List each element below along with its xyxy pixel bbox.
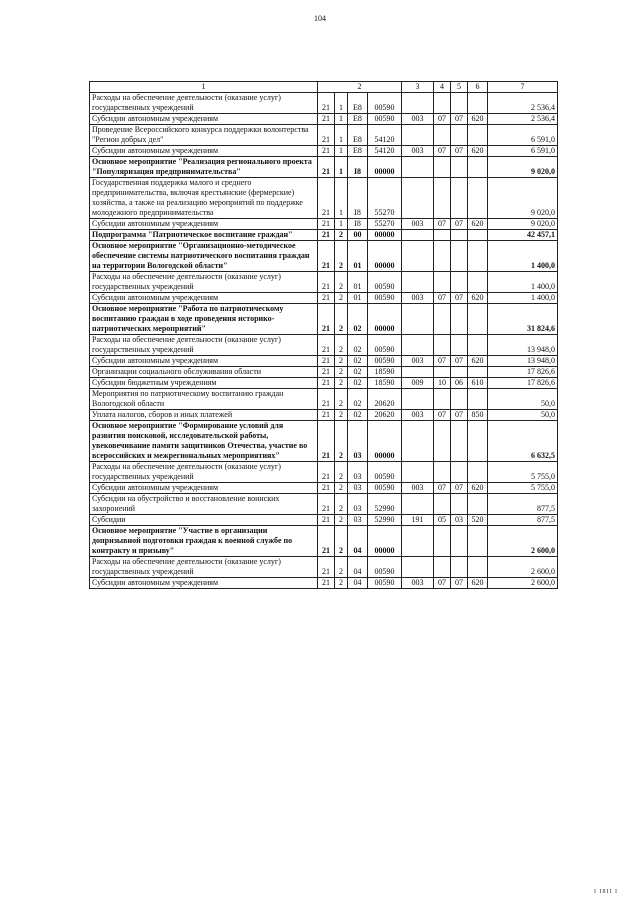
- code-direction: 55270: [368, 219, 402, 230]
- code-direction: 00590: [368, 272, 402, 293]
- code-subsection: 03: [451, 515, 468, 526]
- row-amount: 1 400,0: [488, 241, 558, 272]
- code-subprogram: 2: [335, 578, 348, 589]
- code-direction: 52990: [368, 515, 402, 526]
- code-program: 21: [318, 389, 335, 410]
- row-amount: 31 824,6: [488, 304, 558, 335]
- code-section: [434, 494, 451, 515]
- code-section: [434, 462, 451, 483]
- row-description: Субсидии автономным учреждениям: [90, 578, 318, 589]
- code-section: [434, 241, 451, 272]
- code-subprogram: 1: [335, 219, 348, 230]
- code-section: [434, 367, 451, 378]
- code-event: E8: [348, 125, 368, 146]
- code-section: [434, 230, 451, 241]
- table-row: [90, 462, 558, 483]
- code-subsection: 07: [451, 146, 468, 157]
- table-row: [90, 367, 558, 378]
- code-expense-type: [468, 421, 488, 462]
- code-subprogram: 2: [335, 378, 348, 389]
- code-ministry: 009: [402, 378, 434, 389]
- code-ministry: 003: [402, 483, 434, 494]
- row-description: Проведение Всероссийского конкурса поддержки волонтерства "Регион добрых дел": [90, 125, 318, 146]
- header-cell: 6: [468, 82, 488, 93]
- code-section: [434, 526, 451, 557]
- code-subsection: [451, 389, 468, 410]
- row-amount: 42 457,1: [488, 230, 558, 241]
- code-program: 21: [318, 356, 335, 367]
- code-subprogram: 2: [335, 483, 348, 494]
- code-subsection: [451, 93, 468, 114]
- code-expense-type: 520: [468, 515, 488, 526]
- table-row: [90, 272, 558, 293]
- code-direction: 00590: [368, 356, 402, 367]
- code-program: 21: [318, 230, 335, 241]
- code-program: 21: [318, 483, 335, 494]
- row-description: Государственная поддержка малого и среднего предпринимательства, включая крестьянские (фермерские) хозяйства, а также на реализацию мероприятий по поддержке молодежного предпринимательства: [90, 178, 318, 219]
- code-direction: 00590: [368, 114, 402, 125]
- code-program: 21: [318, 93, 335, 114]
- code-program: 21: [318, 335, 335, 356]
- code-subprogram: 2: [335, 241, 348, 272]
- table-row: [90, 421, 558, 462]
- code-section: 07: [434, 578, 451, 589]
- code-event: 02: [348, 389, 368, 410]
- row-description: Расходы на обеспечение деятельности (оказание услуг) государственных учреждений: [90, 557, 318, 578]
- row-description: Субсидии на обустройство и восстановление воинских захоронений: [90, 494, 318, 515]
- code-subsection: [451, 462, 468, 483]
- header-cell: 4: [434, 82, 451, 93]
- code-section: [434, 272, 451, 293]
- table-row: [90, 389, 558, 410]
- row-description: Субсидии автономным учреждениям: [90, 483, 318, 494]
- table-row: [90, 146, 558, 157]
- row-description: Основное мероприятие "Организационно-методическое обеспечение системы патриотического воспитания граждан на территории Вологодской области": [90, 241, 318, 272]
- code-subprogram: 1: [335, 125, 348, 146]
- table-row: [90, 356, 558, 367]
- code-subprogram: 2: [335, 557, 348, 578]
- code-event: E8: [348, 114, 368, 125]
- code-subsection: 07: [451, 356, 468, 367]
- code-direction: 54120: [368, 146, 402, 157]
- code-direction: 00590: [368, 557, 402, 578]
- row-description: Организации социального обслуживания области: [90, 367, 318, 378]
- header-cell: 5: [451, 82, 468, 93]
- code-subprogram: 2: [335, 367, 348, 378]
- code-ministry: [402, 335, 434, 356]
- table-row: [90, 293, 558, 304]
- code-event: 00: [348, 230, 368, 241]
- code-expense-type: [468, 389, 488, 410]
- code-section: 07: [434, 219, 451, 230]
- table-row: [90, 93, 558, 114]
- code-subprogram: 1: [335, 157, 348, 178]
- code-ministry: 191: [402, 515, 434, 526]
- row-amount: 50,0: [488, 410, 558, 421]
- code-subsection: 07: [451, 578, 468, 589]
- code-direction: 00590: [368, 483, 402, 494]
- code-program: 21: [318, 157, 335, 178]
- code-section: 07: [434, 114, 451, 125]
- code-section: [434, 557, 451, 578]
- code-subprogram: 2: [335, 515, 348, 526]
- row-amount: 6 591,0: [488, 146, 558, 157]
- code-section: 10: [434, 378, 451, 389]
- code-subsection: 06: [451, 378, 468, 389]
- code-program: 21: [318, 272, 335, 293]
- row-description: Расходы на обеспечение деятельности (оказание услуг) государственных учреждений: [90, 272, 318, 293]
- code-event: 03: [348, 515, 368, 526]
- code-ministry: 003: [402, 410, 434, 421]
- row-amount: 2 600,0: [488, 557, 558, 578]
- code-ministry: [402, 389, 434, 410]
- row-amount: 2 536,4: [488, 93, 558, 114]
- code-expense-type: [468, 304, 488, 335]
- code-event: 04: [348, 578, 368, 589]
- code-ministry: [402, 230, 434, 241]
- code-event: 02: [348, 335, 368, 356]
- code-program: 21: [318, 293, 335, 304]
- code-ministry: [402, 178, 434, 219]
- code-program: 21: [318, 557, 335, 578]
- table-row: [90, 483, 558, 494]
- code-expense-type: 620: [468, 146, 488, 157]
- code-direction: 00000: [368, 241, 402, 272]
- code-subsection: 07: [451, 410, 468, 421]
- table-row: [90, 526, 558, 557]
- row-amount: 5 755,0: [488, 483, 558, 494]
- row-amount: 13 948,0: [488, 335, 558, 356]
- code-program: 21: [318, 578, 335, 589]
- code-subsection: [451, 272, 468, 293]
- row-description: Основное мероприятие "Участие в организации допризывной подготовки граждан к военной службе по контракту и призыву": [90, 526, 318, 557]
- table-row: [90, 230, 558, 241]
- table-row: [90, 178, 558, 219]
- code-expense-type: [468, 125, 488, 146]
- row-amount: 13 948,0: [488, 356, 558, 367]
- row-amount: 6 591,0: [488, 125, 558, 146]
- code-ministry: 003: [402, 219, 434, 230]
- row-description: Основное мероприятие "Работа по патриотическому воспитанию граждан в ходе проведения историко-патриотических мероприятий": [90, 304, 318, 335]
- code-subprogram: 1: [335, 146, 348, 157]
- code-program: 21: [318, 241, 335, 272]
- code-expense-type: [468, 462, 488, 483]
- code-subprogram: 2: [335, 462, 348, 483]
- header-cell: 7: [488, 82, 558, 93]
- code-section: [434, 125, 451, 146]
- code-ministry: [402, 367, 434, 378]
- code-expense-type: 620: [468, 578, 488, 589]
- code-direction: 00590: [368, 462, 402, 483]
- code-subsection: [451, 367, 468, 378]
- row-amount: 5 755,0: [488, 462, 558, 483]
- code-section: 07: [434, 410, 451, 421]
- code-event: 02: [348, 367, 368, 378]
- code-event: I8: [348, 178, 368, 219]
- header-cell: 2: [318, 82, 402, 93]
- row-amount: 9 020,0: [488, 219, 558, 230]
- budget-table: [89, 81, 558, 589]
- code-direction: 00000: [368, 304, 402, 335]
- code-ministry: 003: [402, 356, 434, 367]
- code-subsection: [451, 125, 468, 146]
- code-program: 21: [318, 146, 335, 157]
- row-amount: 2 600,0: [488, 578, 558, 589]
- row-description: Субсидии автономным учреждениям: [90, 219, 318, 230]
- code-section: [434, 335, 451, 356]
- code-subprogram: 2: [335, 272, 348, 293]
- code-ministry: [402, 462, 434, 483]
- table-row: [90, 219, 558, 230]
- header-cell: 1: [90, 82, 318, 93]
- header-row: [90, 82, 558, 93]
- code-program: 21: [318, 515, 335, 526]
- code-program: 21: [318, 304, 335, 335]
- code-expense-type: [468, 241, 488, 272]
- code-subprogram: 2: [335, 293, 348, 304]
- row-description: Расходы на обеспечение деятельности (оказание услуг) государственных учреждений: [90, 462, 318, 483]
- code-subprogram: 2: [335, 356, 348, 367]
- header-cell: 3: [402, 82, 434, 93]
- code-event: 03: [348, 483, 368, 494]
- code-ministry: 003: [402, 293, 434, 304]
- code-event: 02: [348, 410, 368, 421]
- row-amount: 2 600,0: [488, 526, 558, 557]
- code-section: [434, 304, 451, 335]
- code-subsection: [451, 230, 468, 241]
- code-expense-type: [468, 335, 488, 356]
- code-ministry: 003: [402, 146, 434, 157]
- code-event: 01: [348, 293, 368, 304]
- code-subprogram: 2: [335, 335, 348, 356]
- code-subprogram: 2: [335, 410, 348, 421]
- row-description: Субсидии автономным учреждениям: [90, 356, 318, 367]
- row-description: Уплата налогов, сборов и иных платежей: [90, 410, 318, 421]
- code-section: [434, 157, 451, 178]
- code-expense-type: 620: [468, 114, 488, 125]
- code-section: 07: [434, 356, 451, 367]
- code-subsection: 07: [451, 114, 468, 125]
- code-direction: 00000: [368, 230, 402, 241]
- table-row: [90, 114, 558, 125]
- code-event: 04: [348, 526, 368, 557]
- code-direction: 00000: [368, 421, 402, 462]
- code-subsection: [451, 335, 468, 356]
- code-expense-type: [468, 367, 488, 378]
- row-amount: 17 826,6: [488, 378, 558, 389]
- code-expense-type: [468, 526, 488, 557]
- row-description: Субсидии автономным учреждениям: [90, 146, 318, 157]
- code-program: 21: [318, 125, 335, 146]
- code-ministry: [402, 304, 434, 335]
- row-amount: 1 400,0: [488, 272, 558, 293]
- row-amount: 6 632,5: [488, 421, 558, 462]
- code-direction: 00000: [368, 157, 402, 178]
- code-expense-type: 620: [468, 293, 488, 304]
- code-subsection: [451, 241, 468, 272]
- code-event: E8: [348, 93, 368, 114]
- code-subprogram: 2: [335, 526, 348, 557]
- table-row: [90, 515, 558, 526]
- code-ministry: 003: [402, 114, 434, 125]
- row-description: Субсидии: [90, 515, 318, 526]
- code-event: 03: [348, 494, 368, 515]
- code-subsection: 07: [451, 483, 468, 494]
- code-subsection: [451, 421, 468, 462]
- code-program: 21: [318, 421, 335, 462]
- code-program: 21: [318, 178, 335, 219]
- code-ministry: [402, 526, 434, 557]
- row-description: Подпрограмма "Патриотическое воспитание граждан": [90, 230, 318, 241]
- code-subprogram: 2: [335, 421, 348, 462]
- code-direction: 55270: [368, 178, 402, 219]
- code-section: 07: [434, 293, 451, 304]
- code-direction: 00000: [368, 526, 402, 557]
- code-event: E8: [348, 146, 368, 157]
- table-row: [90, 494, 558, 515]
- code-event: 01: [348, 272, 368, 293]
- code-expense-type: 620: [468, 219, 488, 230]
- code-event: 01: [348, 241, 368, 272]
- row-description: Субсидии бюджетным учреждениям: [90, 378, 318, 389]
- code-subsection: [451, 494, 468, 515]
- code-event: 04: [348, 557, 368, 578]
- code-program: 21: [318, 219, 335, 230]
- row-amount: 1 400,0: [488, 293, 558, 304]
- code-direction: 52990: [368, 494, 402, 515]
- code-subprogram: 2: [335, 389, 348, 410]
- code-expense-type: 620: [468, 356, 488, 367]
- code-subsection: [451, 178, 468, 219]
- code-subsection: 07: [451, 293, 468, 304]
- code-ministry: [402, 494, 434, 515]
- table-row: [90, 304, 558, 335]
- code-ministry: [402, 125, 434, 146]
- code-ministry: [402, 557, 434, 578]
- code-section: [434, 178, 451, 219]
- table-row: [90, 410, 558, 421]
- row-description: Расходы на обеспечение деятельности (оказание услуг) государственных учреждений: [90, 93, 318, 114]
- code-ministry: 003: [402, 578, 434, 589]
- code-expense-type: 850: [468, 410, 488, 421]
- code-ministry: [402, 93, 434, 114]
- code-section: [434, 93, 451, 114]
- code-expense-type: [468, 272, 488, 293]
- code-direction: 18590: [368, 367, 402, 378]
- code-subprogram: 2: [335, 230, 348, 241]
- table-row: [90, 125, 558, 146]
- code-direction: 20620: [368, 410, 402, 421]
- code-subsection: [451, 557, 468, 578]
- code-direction: 54120: [368, 125, 402, 146]
- table-row: [90, 378, 558, 389]
- page-number: 104: [314, 14, 326, 23]
- code-event: I8: [348, 157, 368, 178]
- table-row: [90, 241, 558, 272]
- row-amount: 17 826,6: [488, 367, 558, 378]
- code-direction: 00590: [368, 93, 402, 114]
- code-ministry: [402, 272, 434, 293]
- code-subprogram: 2: [335, 494, 348, 515]
- code-program: 21: [318, 462, 335, 483]
- code-ministry: [402, 421, 434, 462]
- code-event: 02: [348, 378, 368, 389]
- code-subsection: [451, 157, 468, 178]
- table-row: [90, 557, 558, 578]
- code-program: 21: [318, 526, 335, 557]
- corner-mark: I I8II I: [594, 889, 618, 895]
- row-description: Субсидии автономным учреждениям: [90, 293, 318, 304]
- code-ministry: [402, 241, 434, 272]
- row-description: Субсидии автономным учреждениям: [90, 114, 318, 125]
- code-subsection: [451, 526, 468, 557]
- code-direction: 18590: [368, 378, 402, 389]
- code-subsection: 07: [451, 219, 468, 230]
- code-subprogram: 1: [335, 93, 348, 114]
- code-expense-type: [468, 157, 488, 178]
- code-direction: 20620: [368, 389, 402, 410]
- row-amount: 9 020,0: [488, 178, 558, 219]
- code-direction: 00590: [368, 335, 402, 356]
- row-description: Расходы на обеспечение деятельности (оказание услуг) государственных учреждений: [90, 335, 318, 356]
- code-expense-type: [468, 494, 488, 515]
- code-program: 21: [318, 494, 335, 515]
- code-expense-type: 610: [468, 378, 488, 389]
- row-amount: 877,5: [488, 515, 558, 526]
- code-subprogram: 1: [335, 178, 348, 219]
- table-row: [90, 157, 558, 178]
- code-ministry: [402, 157, 434, 178]
- table-row: [90, 578, 558, 589]
- code-event: 03: [348, 462, 368, 483]
- row-amount: 2 536,4: [488, 114, 558, 125]
- code-program: 21: [318, 367, 335, 378]
- code-program: 21: [318, 114, 335, 125]
- row-description: Основное мероприятие "Формирование условий для развития поисковой, исследовательской работы, увековечивание памяти защитников Отечества, участие во всероссийских и межрегиональных мероприятиях": [90, 421, 318, 462]
- code-event: I8: [348, 219, 368, 230]
- code-program: 21: [318, 378, 335, 389]
- code-program: 21: [318, 410, 335, 421]
- code-event: 02: [348, 356, 368, 367]
- code-direction: 00590: [368, 293, 402, 304]
- code-direction: 00590: [368, 578, 402, 589]
- code-event: 03: [348, 421, 368, 462]
- code-section: 07: [434, 146, 451, 157]
- code-expense-type: [468, 557, 488, 578]
- code-expense-type: [468, 178, 488, 219]
- code-expense-type: 620: [468, 483, 488, 494]
- code-subprogram: 1: [335, 114, 348, 125]
- code-section: 07: [434, 483, 451, 494]
- code-expense-type: [468, 230, 488, 241]
- code-expense-type: [468, 93, 488, 114]
- code-section: [434, 389, 451, 410]
- code-subsection: [451, 304, 468, 335]
- row-amount: 50,0: [488, 389, 558, 410]
- row-description: Мероприятия по патриотическому воспитанию граждан Вологодской области: [90, 389, 318, 410]
- row-amount: 877,5: [488, 494, 558, 515]
- table-row: [90, 335, 558, 356]
- code-section: 05: [434, 515, 451, 526]
- code-section: [434, 421, 451, 462]
- row-amount: 9 020,0: [488, 157, 558, 178]
- code-event: 02: [348, 304, 368, 335]
- row-description: Основное мероприятие "Реализация регионального проекта "Популяризация предпринимательства": [90, 157, 318, 178]
- code-subprogram: 2: [335, 304, 348, 335]
